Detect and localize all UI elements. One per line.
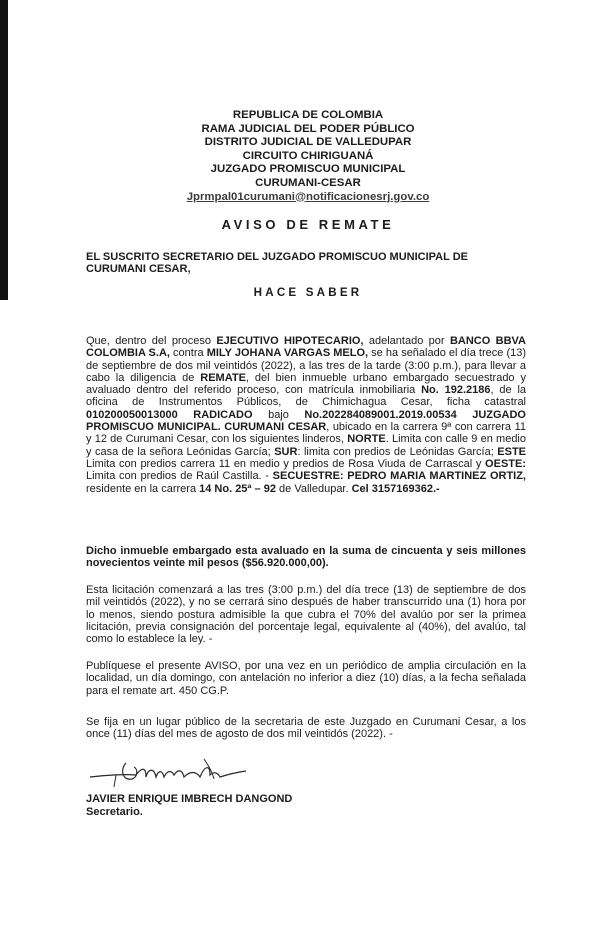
paragraph-appraisal: Dicho inmueble embargado esta avaluado en la suma de cincuenta y seis millones novecientos veinte mil pesos ($56.920.000,00).	[86, 545, 526, 570]
p1-bold-11: OESTE:	[485, 457, 526, 470]
p1-bold-04: REMATE	[200, 371, 246, 384]
court-email-link[interactable]: Jprmpal01curumani@notificacionesrj.gov.co	[186, 190, 430, 203]
p1-text-07: bajo	[252, 408, 305, 421]
header-line-6: CURUMANI-CESAR	[255, 176, 361, 189]
signature-drawing	[86, 755, 286, 791]
signer-name: JAVIER ENRIQUE IMBRECH DANGOND	[86, 793, 293, 805]
p1-text-09: . Limita con calle 9 en medio y casa de la señora Leónidas García;	[86, 433, 526, 458]
paragraph-process-details	[86, 335, 526, 495]
header-line-4: CIRCUITO CHIRIGUANÁ	[242, 149, 374, 162]
p1-bold-14: Cel 3157169362.-	[351, 482, 440, 495]
p1-text-01: Que, dentro del proceso	[86, 335, 217, 347]
paragraph-auction-terms: Esta licitación comenzará a las tres (3:00 p.m.) del día trece (13) de septiembre de dos mil veintidós (2022), y no se cerrará sino después de haber transcurrido una (1) hora por lo menos, siendo postura admisible la que cubra el 70% del avalúo por ser la primea licitación, previa consignación del porcentaje legal, equivalente al (40%), del avalúo, tal como lo establece la ley. -	[86, 584, 526, 646]
p1-bold-03: MILY JOHANA VARGAS MELO,	[206, 347, 369, 360]
p1-bold-05: No. 192.2186	[421, 384, 491, 397]
p1-text-13: residente en la carrera	[86, 482, 200, 495]
p1-bold-01: EJECUTIVO HIPOTECARIO,	[216, 335, 364, 347]
p1-text-14: de Valledupar.	[275, 482, 352, 495]
p1-bold-13: 14 No. 25ª – 92	[199, 482, 276, 495]
p1-text-08: , ubicado en la carrera 9ª con carrera 11 y 12 de Curumani Cesar, con los siguientes linderos,	[86, 421, 526, 446]
p1-bold-09: SUR	[274, 445, 298, 458]
p1-text-04: se ha señalado el día trece (13) de septiembre de dos mil veintidós (2022), a las tres de la tarde (3:00 p.m.), para llevar a cabo la diligencia de	[86, 347, 527, 384]
p1-bold-12: SECUESTRE: PEDRO MARIA MARTINEZ ORTIZ,	[272, 470, 526, 483]
intro-line-1: EL SUSCRITO SECRETARIO DEL JUZGADO PROMISCUO MUNICIPAL DE	[86, 251, 468, 263]
p1-text-12: Limita con predios de Raúl Castilla. -	[86, 470, 273, 483]
document-title: AVISO DE REMATE	[221, 217, 395, 232]
p1-text-06: , de la oficina de Instrumentos Públicos, de Chimichagua Cesar, ficha catastral	[86, 384, 527, 409]
header-line-5: JUZGADO PROMISCUO MUNICIPAL	[210, 163, 406, 176]
header-line-3: DISTRITO JUDICIAL DE VALLEDUPAR	[204, 136, 412, 149]
p1-text-05: , del bien inmueble urbano embargado secuestrado y avaluado dentro del referido proceso, con matrícula inmobiliaria	[86, 371, 526, 397]
header-line-1: REPUBLICA DE COLOMBIA	[232, 109, 384, 121]
header-line-2: RAMA JUDICIAL DEL PODER PÚBLICO	[201, 122, 415, 135]
p1-text-03: contra	[169, 347, 207, 360]
paragraph-publication: Publíquese el presente AVISO, por una vez en un periódico de amplia circulación en la localidad, un día domingo, con antelación no inferior a diez (10) días, a la fecha señalada para el remate art. 450 CG.P.	[86, 660, 526, 697]
document-subtitle: HACE SABER	[253, 286, 363, 299]
intro-line-2: CURUMANI CESAR,	[86, 263, 191, 276]
court-header	[0, 109, 616, 204]
p1-bold-06: 010200050013000 RADICADO	[86, 408, 253, 421]
p1-text-10: : limita con predios de Leónidas García;	[297, 445, 498, 458]
signer-block	[86, 793, 292, 819]
p1-text-02: adelantado por	[363, 335, 450, 347]
intro-statement	[86, 251, 526, 276]
paragraph-posting: Se fija en un lugar público de la secretaria de este Juzgado en Curumani Cesar, a los once (11) días del mes de agosto de dos mil veintidós (2022). -	[86, 716, 526, 741]
p1-bold-10: ESTE	[497, 445, 527, 458]
p1-bold-07: No.202284089001.2019.00534 JUZGADO PROMISCUO MUNICIPAL. CURUMANI CESAR	[86, 408, 526, 434]
handwritten-signature	[86, 755, 286, 791]
signer-role: Secretario.	[86, 806, 143, 818]
p1-bold-08: NORTE	[347, 433, 386, 446]
p1-text-11: Limita con predios carrera 11 en medio y predios de Rosa Viuda de Carrascal y	[86, 457, 486, 470]
p1-bold-02: BANCO BBVA COLOMBIA S.A,	[86, 335, 527, 360]
